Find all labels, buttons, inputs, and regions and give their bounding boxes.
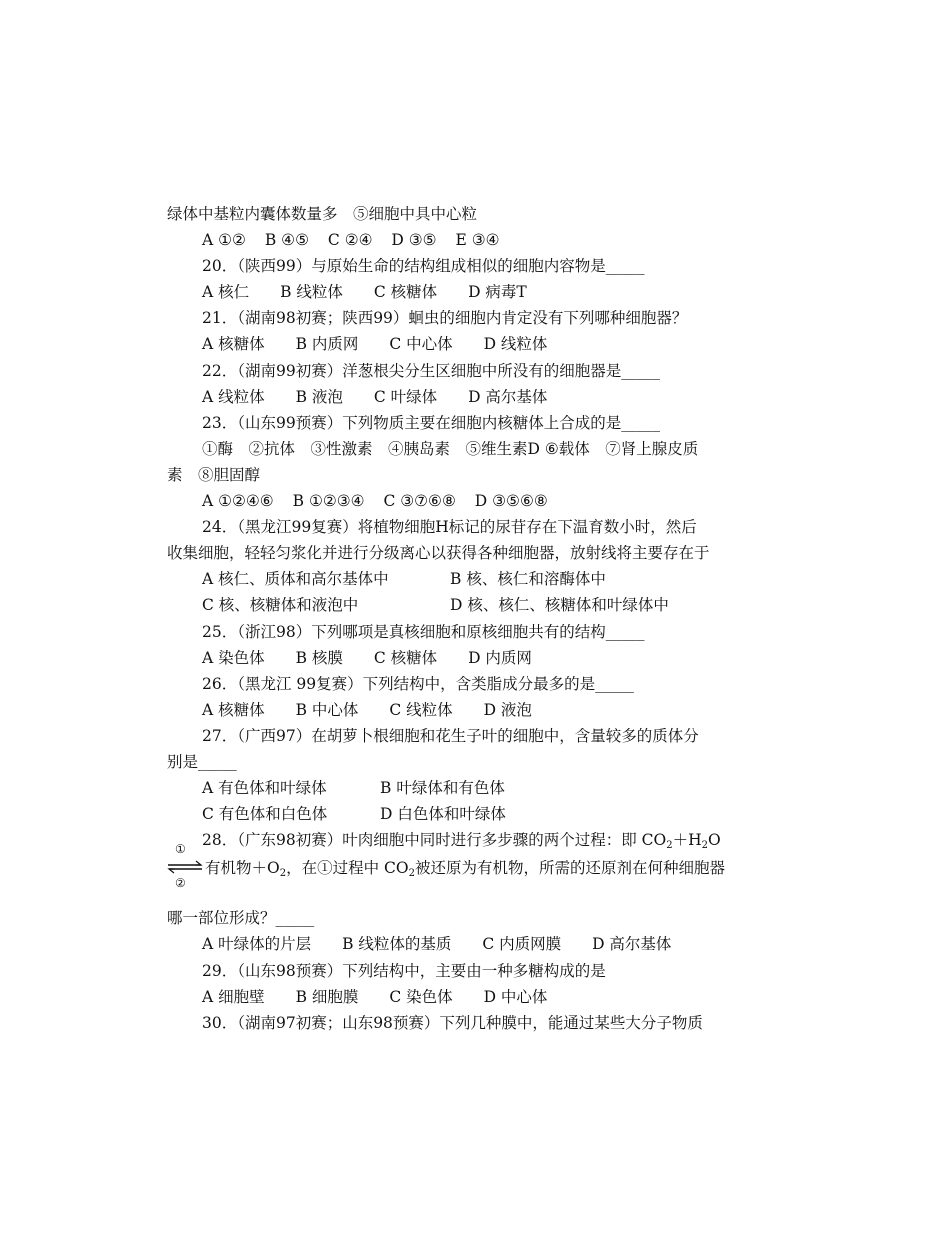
option: D ③⑤⑥⑧ — [474, 492, 548, 511]
option: D 病毒T — [468, 283, 527, 302]
text-line: 素 ⑧胆固醇 — [167, 465, 261, 484]
option: B 中心体 — [295, 700, 359, 719]
question-28-text: ，在①过程中 CO — [286, 859, 409, 878]
question-24: 24．（黑龙江99复赛）将植物细胞H标记的尿苷存在下温育数小时，然后 — [202, 518, 697, 537]
question-28 — [167, 827, 787, 853]
question-list — [167, 201, 787, 1036]
text-line: 别是_____ — [167, 752, 237, 771]
question-25: 25．（浙江98）下列哪项是真核细胞和原核细胞共有的结构_____ — [202, 622, 645, 641]
option: B 核膜 — [295, 648, 343, 667]
options-line — [167, 931, 787, 957]
options-line — [167, 775, 787, 801]
option: C ③⑦⑥⑧ — [383, 492, 456, 511]
text-line: 绿体中基粒内囊体数量多 ⑤细胞中具中心粒 — [167, 205, 478, 223]
options-line — [167, 227, 787, 253]
options-line — [167, 592, 787, 618]
reversible-reaction-arrow — [167, 842, 203, 891]
question-22: 22．（湖南99初赛）洋葱根尖分生区细胞中所没有的细胞器是_____ — [202, 361, 660, 380]
question-21: 21．（湖南98初赛；陕西99）蛔虫的细胞内肯定没有下列哪种细胞器？ — [202, 309, 688, 328]
options-line — [167, 384, 787, 410]
option: B 叶绿体和有色体 — [380, 779, 505, 798]
question-28-text: ＋H — [672, 831, 702, 850]
option: B ①②③④ — [292, 492, 365, 511]
arrow-label-reverse: ② — [175, 876, 186, 891]
options-line — [167, 331, 787, 357]
question-26: 26．（黑龙江 99复赛）下列结构中，含类脂成分最多的是_____ — [202, 674, 634, 693]
subscript: 2 — [666, 840, 673, 852]
option: A 有色体和叶绿体 — [202, 779, 327, 798]
option: D 线粒体 — [483, 335, 548, 354]
options-line — [167, 279, 787, 305]
option: C 中心体 — [389, 335, 453, 354]
option: D 内质网 — [468, 648, 532, 667]
double-arrow-icon — [167, 858, 203, 878]
option: C 叶绿体 — [373, 387, 438, 406]
text-line: 收集细胞，轻轻匀浆化并进行分级离心以获得各种细胞器，放射线将主要存在于 — [167, 544, 710, 563]
option: B 线粒体 — [280, 283, 343, 302]
option: B 线粒体的基质 — [342, 935, 452, 954]
question-28-text: O — [707, 831, 721, 850]
question-28-text: 28．（广东98初赛）叶肉细胞中同时进行多步骤的两个过程：即 CO — [202, 831, 667, 850]
text-line: 哪一部位形成？_____ — [167, 909, 315, 928]
option: A ①②④⑥ — [202, 492, 274, 511]
question-30: 30．（湖南97初赛；山东98预赛）下列几种膜中，能通过某些大分子物质 — [202, 1013, 703, 1032]
question-23: 23．（山东99预赛）下列物质主要在细胞内核糖体上合成的是_____ — [202, 413, 660, 432]
option: A 线粒体 — [202, 387, 265, 406]
option: B 细胞膜 — [295, 987, 359, 1006]
question-28-text: 被还原为有机物，所需的还原剂在何种细胞器 — [414, 859, 725, 878]
question-29: 29．（山东98预赛）下列结构中，主要由一种多糖构成的是 — [202, 961, 606, 980]
option: B 内质网 — [295, 335, 359, 354]
option: A 核仁、质体和高尔基体中 — [202, 570, 389, 589]
text-line: ①酶 ②抗体 ③性激素 ④胰岛素 ⑤维生素D ⑥载体 ⑦肾上腺皮质 — [202, 439, 699, 458]
option: C 内质网膜 — [482, 935, 562, 954]
option: A 细胞壁 — [202, 987, 265, 1006]
option: A 叶绿体的片层 — [202, 935, 312, 954]
option: C 线粒体 — [389, 700, 453, 719]
subscript: 2 — [701, 840, 708, 852]
option: C ②④ — [327, 231, 373, 250]
option: A 染色体 — [202, 648, 265, 667]
options-line — [167, 645, 787, 671]
option: C 有色体和白色体 — [202, 805, 328, 824]
text-line — [167, 842, 787, 905]
options-line — [167, 801, 787, 827]
option: C 核、核糖体和液泡中 — [202, 596, 359, 615]
option: D 高尔基体 — [592, 935, 672, 954]
arrow-label-forward: ① — [175, 842, 186, 857]
option: C 核糖体 — [373, 283, 438, 302]
option: A 核仁 — [202, 283, 250, 302]
option: D 白色体和叶绿体 — [380, 805, 506, 824]
subscript: 2 — [408, 868, 415, 880]
question-20: 20．（陕西99）与原始生命的结构组成相似的细胞内容物是_____ — [202, 257, 645, 276]
option: B 液泡 — [295, 387, 343, 406]
option: B 核、核仁和溶酶体中 — [450, 570, 606, 589]
options-line — [167, 566, 787, 592]
options-line — [167, 488, 787, 514]
option: D ③⑤ — [391, 231, 437, 250]
option: B ④⑤ — [264, 231, 309, 250]
question-28-text: 有机物＋O — [205, 859, 280, 878]
option: D 液泡 — [483, 700, 532, 719]
option: D 高尔基体 — [468, 387, 548, 406]
option: C 染色体 — [389, 987, 453, 1006]
option: A 核糖体 — [202, 335, 265, 354]
option: D 核、核仁、核糖体和叶绿体中 — [450, 596, 669, 615]
option: D 中心体 — [483, 987, 548, 1006]
option: C 核糖体 — [373, 648, 438, 667]
option: A ①② — [202, 231, 246, 250]
option: E ③④ — [455, 231, 500, 250]
question-27: 27．（广西97）在胡萝卜根细胞和花生子叶的细胞中，含量较多的质体分 — [202, 726, 699, 745]
subscript: 2 — [279, 868, 287, 880]
option: A 核糖体 — [202, 700, 265, 719]
options-line — [167, 697, 787, 723]
options-line — [167, 984, 787, 1010]
